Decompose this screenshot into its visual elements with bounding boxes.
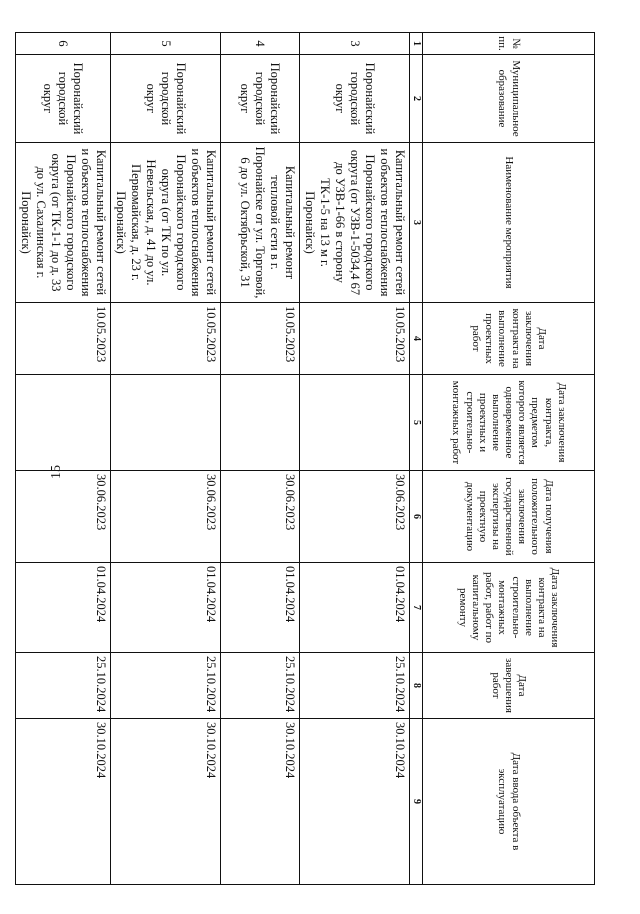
commissioning-date-cell: 30.10.2024 <box>111 719 221 885</box>
table-container <box>19 32 595 884</box>
expertise-date-cell: 30.06.2023 <box>16 471 111 563</box>
municipality-cell: Поронайский городской округ <box>16 55 111 143</box>
column-header: Дата заключения контракта на выполнение проектных работ <box>423 303 595 375</box>
combined-contract-date-cell <box>221 375 300 471</box>
construction-contract-date-cell: 01.04.2024 <box>111 563 221 653</box>
row-number: 6 <box>16 33 111 55</box>
commissioning-date-cell: 30.10.2024 <box>16 719 111 885</box>
column-number: 6 <box>410 471 423 563</box>
column-number: 9 <box>410 719 423 885</box>
completion-date-cell: 25.10.2024 <box>16 653 111 719</box>
row-number: 4 <box>221 33 300 55</box>
column-number: 5 <box>410 375 423 471</box>
column-header: Наименование мероприятия <box>423 143 595 303</box>
table-row <box>111 33 221 885</box>
construction-contract-date-cell: 01.04.2024 <box>300 563 410 653</box>
header-row <box>423 33 595 885</box>
expertise-date-cell: 30.06.2023 <box>111 471 221 563</box>
design-contract-date-cell: 10.05.2023 <box>111 303 221 375</box>
column-number: 1 <box>410 33 423 55</box>
expertise-date-cell: 30.06.2023 <box>300 471 410 563</box>
construction-contract-date-cell: 01.04.2024 <box>221 563 300 653</box>
combined-contract-date-cell <box>300 375 410 471</box>
measure-name-cell: Капитальный ремонт тепловой сети в г. Поронайске от ул. Торговой, 6 до ул. Октябрьской, 31 <box>221 143 300 303</box>
construction-contract-date-cell: 01.04.2024 <box>16 563 111 653</box>
completion-date-cell: 25.10.2024 <box>221 653 300 719</box>
table-row <box>16 33 111 885</box>
measure-name-cell: Капитальный ремонт сетей и объектов теплоснабжения Поронайского городского округа (от ТК по ул. Невельская, д. 41 до ул. Первомайская, д. 23 г. Поронайск) <box>111 143 221 303</box>
completion-date-cell: 25.10.2024 <box>111 653 221 719</box>
column-header: Дата заключения контракта на выполнение строительно-монтажных работ, работ по капитальному ремонту <box>423 563 595 653</box>
measure-name-cell: Капитальный ремонт сетей и объектов теплоснабжения Поронайского городского округа (от УЗВ-1-5034,4 67 до УЗВ-1-66 в сторону ТК-1-5 на 13 м г. Поронайск) <box>300 143 410 303</box>
column-header: Муниципальное образование <box>423 55 595 143</box>
measure-name-cell: Капитальный ремонт сетей и объектов теплоснабжения Поронайского городского округа (от ТК-1-1 до д. 33 до ул. Сахалинская г. Поронайск) <box>16 143 111 303</box>
table-row <box>300 33 410 885</box>
row-number: 5 <box>111 33 221 55</box>
column-header: Дата ввода объекта в эксплуатацию <box>423 719 595 885</box>
design-contract-date-cell: 10.05.2023 <box>221 303 300 375</box>
column-number: 4 <box>410 303 423 375</box>
design-contract-date-cell: 10.05.2023 <box>16 303 111 375</box>
municipality-cell: Поронайский городской округ <box>300 55 410 143</box>
expertise-date-cell: 30.06.2023 <box>221 471 300 563</box>
page-number: 15 <box>49 465 64 479</box>
column-header: Дата получения положительного заключения государственной экспертизы на проектную документацию <box>423 471 595 563</box>
combined-contract-date-cell <box>16 375 111 471</box>
schedule-table <box>15 32 595 885</box>
column-number: 7 <box>410 563 423 653</box>
row-number: 3 <box>300 33 410 55</box>
completion-date-cell: 25.10.2024 <box>300 653 410 719</box>
column-number: 2 <box>410 55 423 143</box>
table-row <box>221 33 300 885</box>
municipality-cell: Поронайский городской округ <box>221 55 300 143</box>
column-header: № пп. <box>423 33 595 55</box>
column-header: Дата заключения контракта, предметом которого является одновременное выполнение проектных и строительно-монтажных работ <box>423 375 595 471</box>
design-contract-date-cell: 10.05.2023 <box>300 303 410 375</box>
combined-contract-date-cell <box>111 375 221 471</box>
commissioning-date-cell: 30.10.2024 <box>300 719 410 885</box>
commissioning-date-cell: 30.10.2024 <box>221 719 300 885</box>
column-number-row <box>410 33 423 885</box>
column-number: 3 <box>410 143 423 303</box>
column-header: Дата завершения работ <box>423 653 595 719</box>
municipality-cell: Поронайский городской округ <box>111 55 221 143</box>
column-number: 8 <box>410 653 423 719</box>
